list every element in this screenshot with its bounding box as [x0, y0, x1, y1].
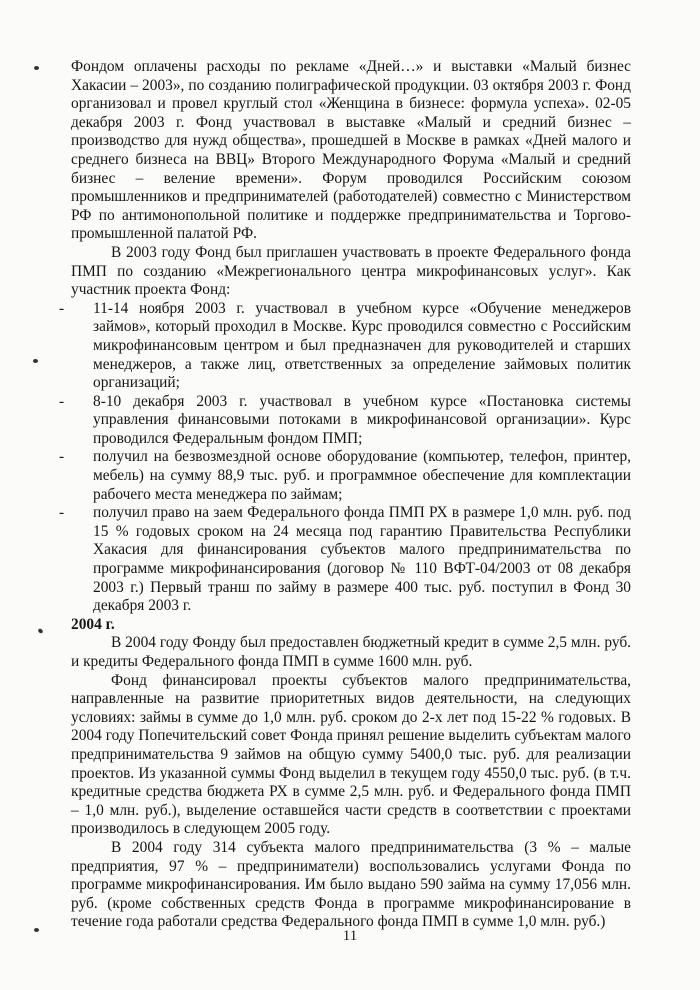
scan-speck	[37, 628, 43, 634]
paragraph-budget-credit: В 2004 году Фонду был предоставлен бюджетный кредит в сумме 2,5 млн. руб. и кредиты Федерального фонда ПМП в сумме 1600 млн. руб.	[71, 634, 631, 670]
scan-speck	[34, 66, 39, 70]
paragraph-federal-project: В 2003 году Фонд был приглашен участвовать в проекте Федерального фонда ПМП по созданию «Межрегионального центра микрофинансовых услуг». Как участник проекта Фонд:	[71, 243, 631, 299]
list-item: - 8-10 декабря 2003 г. участвовал в учебном курсе «Постановка системы управления финансовыми потоками в микрофинансовой организации». Курс проводился Федеральным фондом ПМП;	[71, 393, 631, 449]
list-item: - получил на безвозмездной основе оборудование (компьютер, телефон, принтер, мебель) на сумму 88,9 тыс. руб. и программное обеспечение для комплектации рабочего места менеджера по займам;	[71, 448, 631, 504]
paragraph-financing-terms: Фонд финансировал проекты субъектов малого предпринимательства, направленные на развитие приоритетных видов деятельности, на следующих условиях: займы в сумме до 1,0 млн. руб. сроком до 2-х лет под 15-22 % годовых. В 2004 году Попечительский совет Фонда принял решение выделить субъектам малого предпринимательства 9 займов на общую сумму 5400,0 тыс. руб. для реализации проектов. Из указанной суммы Фонд выделил в текущем году 4550,0 тыс. руб. (в т.ч. кредитные средства бюджета РХ в сумме 2,5 млн. руб. и Федерального фонда ПМП – 1,0 млн. руб.), выделение оставшейся части средств в соответствии с проектами производилось в следующем 2005 году.	[71, 671, 631, 838]
scan-speck	[33, 359, 38, 363]
paragraph-forum-expenses: Фондом оплачены расходы по рекламе «Дней…» и выставки «Малый бизнес Хакасии – 2003», по созданию полиграфической продукции. 03 октября 2003 г. Фонд организовал и провел круглый стол «Женщина в бизнесе: формула успеха». 02-05 декабря 2003 г. Фонд участвовал в выставке «Малый и средний бизнес – производство для нужд общества», прошедшей в Москве в рамках «Дней малого и среднего бизнеса на ВВЦ» Второго Международного Форума «Малый и средний бизнес – веление времени». Форум проводился Российским союзом промышленников и предпринимателей (работодателей) совместно с Министерством РФ по антимонопольной политике и поддержке предпринимательства и Торгово-промышленной палатой РФ.	[71, 58, 631, 243]
page-number: 11	[342, 928, 358, 944]
paragraph-microfinance-results: В 2004 году 314 субъекта малого предпринимательства (3 % – малые предприятия, 97 % – предприниматели) воспользовались услугами Фонда по программе микрофинансирования. Им было выдано 590 займа на сумму 17,056 млн. руб. (кроме собственных средств Фонда в программе микрофинансирование в течение года работали средства Федерального фонда ПМП в сумме 1,0 млн. руб.)	[71, 838, 631, 931]
list-item: - 11-14 ноября 2003 г. участвовал в учебном курсе «Обучение менеджеров займов», который проходил в Москве. Курс проводился совместно с Российским микрофинансовым центром и был предназначен для руководителей и старших менеджеров, а также лиц, ответственных за определение займовых политик организаций;	[71, 300, 631, 393]
document-body	[71, 58, 631, 932]
project-participation-list	[71, 300, 631, 616]
list-item: - получил право на заем Федерального фонда ПМП РХ в размере 1,0 млн. руб. под 15 % годовых сроком на 24 месяца под гарантию Правительства Республики Хакасия для финансирования субъектов малого предпринимательства по программе микрофинансирования (договор № 110 ВФТ-04/2003 от 08 декабря 2003 г.) Первый транш по займу в размере 400 тыс. руб. поступил в Фонд 30 декабря 2003 г.	[71, 504, 631, 616]
year-heading-2004: 2004 г.	[71, 615, 115, 633]
